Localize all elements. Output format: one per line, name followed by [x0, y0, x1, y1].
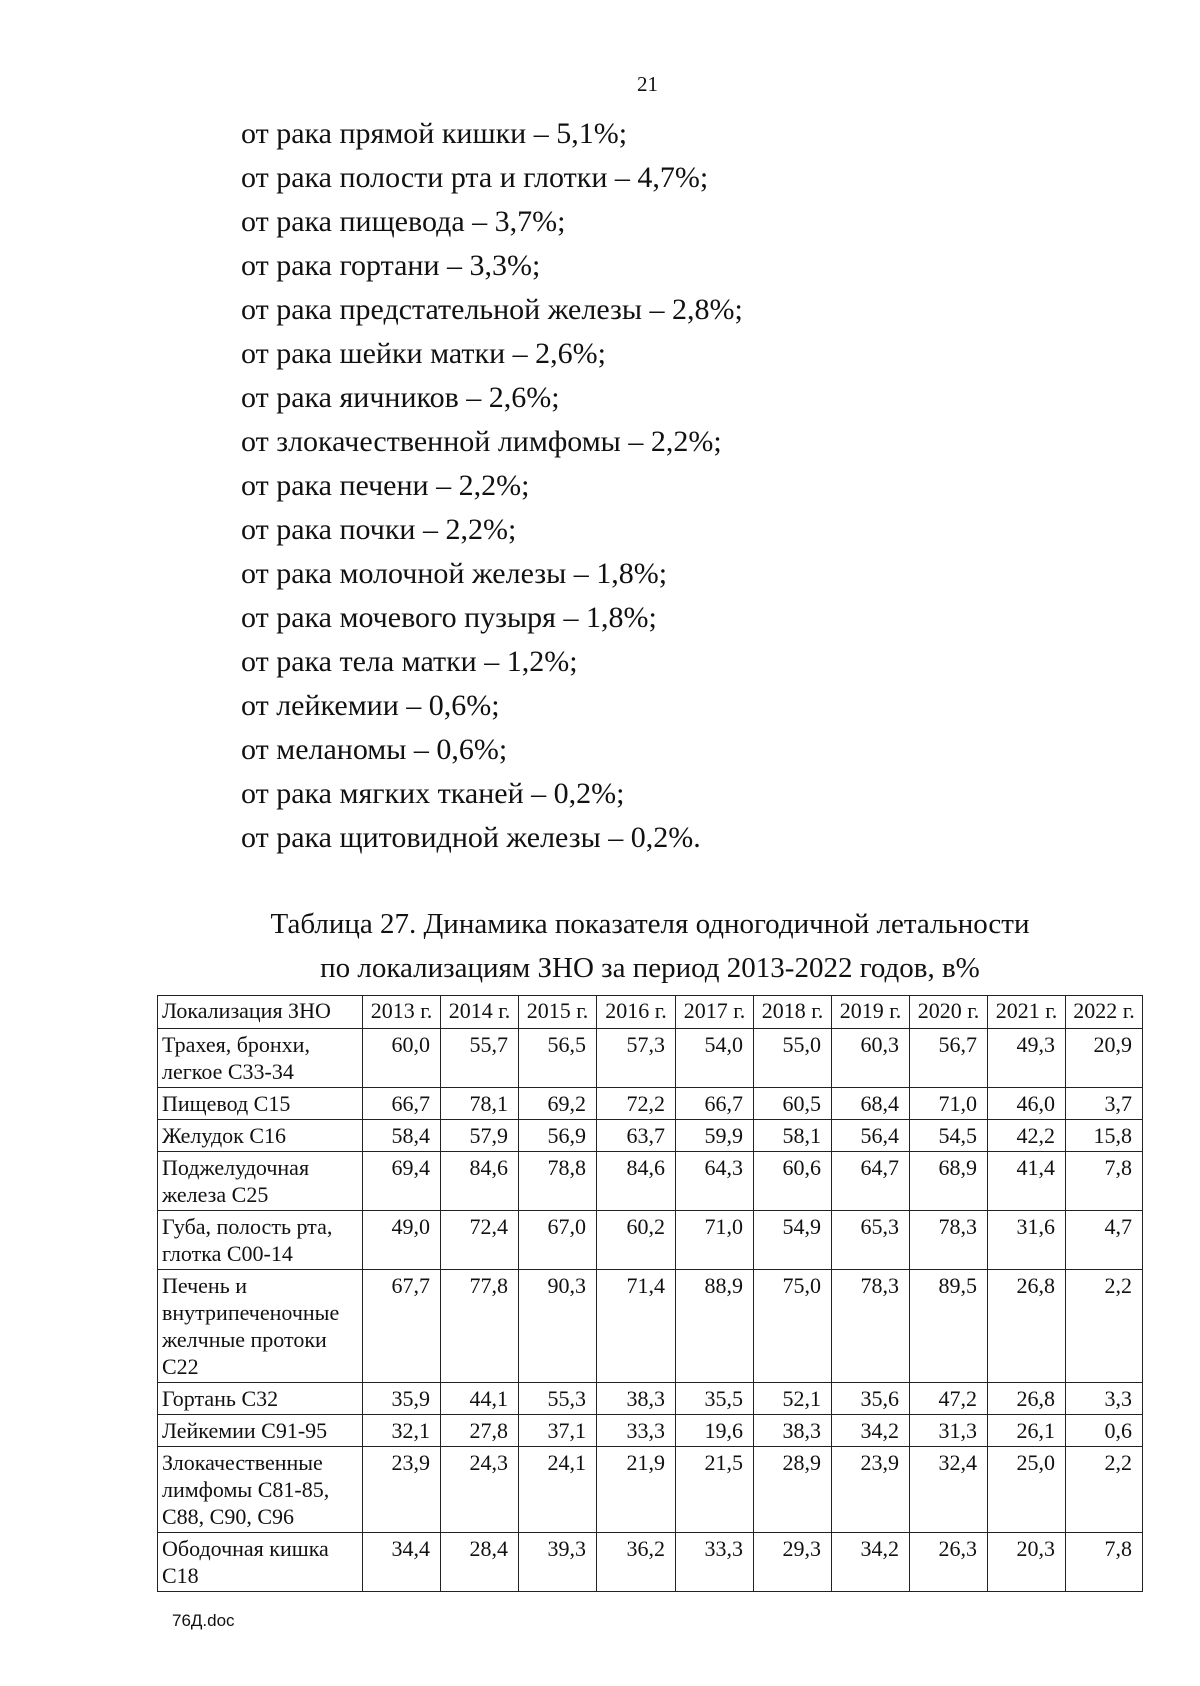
value-cell: 36,2: [597, 1533, 676, 1592]
value-cell: 78,3: [910, 1211, 988, 1270]
value-cell: 33,3: [676, 1533, 754, 1592]
value-cell: 60,0: [363, 1029, 441, 1088]
value-cell: 67,0: [519, 1211, 597, 1270]
value-cell: 71,0: [910, 1088, 988, 1120]
value-cell: 0,6: [1066, 1415, 1143, 1447]
value-cell: 49,3: [988, 1029, 1066, 1088]
value-cell: 57,9: [441, 1120, 519, 1152]
value-cell: 25,0: [988, 1447, 1066, 1533]
localization-cell: Гортань С32: [158, 1383, 363, 1415]
list-item: от лейкемии – 0,6%;: [241, 689, 500, 722]
localization-cell: Трахея, бронхи, легкое С33-34: [158, 1029, 363, 1088]
value-cell: 23,9: [363, 1447, 441, 1533]
value-cell: 4,7: [1066, 1211, 1143, 1270]
value-cell: 42,2: [988, 1120, 1066, 1152]
column-header: 2015 г.: [519, 996, 597, 1029]
value-cell: 34,4: [363, 1533, 441, 1592]
value-cell: 26,1: [988, 1415, 1066, 1447]
value-cell: 77,8: [441, 1270, 519, 1383]
localization-cell: Губа, полость рта, глотка С00-14: [158, 1211, 363, 1270]
localization-cell: Пищевод С15: [158, 1088, 363, 1120]
column-header: 2014 г.: [441, 996, 519, 1029]
list-item: от рака молочной железы – 1,8%;: [241, 557, 668, 590]
localization-cell: Желудок С16: [158, 1120, 363, 1152]
value-cell: 7,8: [1066, 1152, 1143, 1211]
value-cell: 60,3: [832, 1029, 910, 1088]
value-cell: 56,7: [910, 1029, 988, 1088]
value-cell: 58,4: [363, 1120, 441, 1152]
value-cell: 34,2: [832, 1533, 910, 1592]
table-row: [158, 1120, 1143, 1152]
table-row: [158, 1447, 1143, 1533]
value-cell: 66,7: [676, 1088, 754, 1120]
table-row: [158, 1029, 1143, 1088]
value-cell: 39,3: [519, 1533, 597, 1592]
value-cell: 29,3: [754, 1533, 832, 1592]
value-cell: 78,3: [832, 1270, 910, 1383]
table-body: [158, 1029, 1143, 1592]
value-cell: 26,3: [910, 1533, 988, 1592]
value-cell: 38,3: [754, 1415, 832, 1447]
value-cell: 59,9: [676, 1120, 754, 1152]
table-title: [150, 902, 1150, 990]
value-cell: 35,9: [363, 1383, 441, 1415]
value-cell: 71,0: [676, 1211, 754, 1270]
value-cell: 60,6: [754, 1152, 832, 1211]
table-title-line2: по локализациям ЗНО за период 2013-2022 годов, в%: [320, 952, 980, 984]
value-cell: 58,1: [754, 1120, 832, 1152]
value-cell: 68,4: [832, 1088, 910, 1120]
value-cell: 49,0: [363, 1211, 441, 1270]
list-item: от рака предстательной железы – 2,8%;: [241, 293, 743, 326]
value-cell: 21,9: [597, 1447, 676, 1533]
list-item: от рака почки – 2,2%;: [241, 513, 517, 546]
column-header: Локализация ЗНО: [158, 996, 363, 1029]
column-header: 2020 г.: [910, 996, 988, 1029]
value-cell: 34,2: [832, 1415, 910, 1447]
value-cell: 84,6: [597, 1152, 676, 1211]
table-row: [158, 1533, 1143, 1592]
table-row: [158, 1152, 1143, 1211]
value-cell: 52,1: [754, 1383, 832, 1415]
value-cell: 7,8: [1066, 1533, 1143, 1592]
table-title-line1: Таблица 27. Динамика показателя одногодичной летальности: [270, 908, 1030, 940]
value-cell: 24,3: [441, 1447, 519, 1533]
value-cell: 35,5: [676, 1383, 754, 1415]
table-row: [158, 1088, 1143, 1120]
value-cell: 60,5: [754, 1088, 832, 1120]
localization-cell: Злокачественные лимфомы С81-85, С88, С90, С96: [158, 1447, 363, 1533]
value-cell: 88,9: [676, 1270, 754, 1383]
value-cell: 2,2: [1066, 1447, 1143, 1533]
value-cell: 56,4: [832, 1120, 910, 1152]
list-item: от рака щитовидной железы – 0,2%.: [241, 821, 701, 854]
table-row: [158, 1415, 1143, 1447]
value-cell: 64,7: [832, 1152, 910, 1211]
list-item: от рака тела матки – 1,2%;: [241, 645, 578, 678]
value-cell: 69,4: [363, 1152, 441, 1211]
value-cell: 66,7: [363, 1088, 441, 1120]
value-cell: 35,6: [832, 1383, 910, 1415]
value-cell: 27,8: [441, 1415, 519, 1447]
value-cell: 90,3: [519, 1270, 597, 1383]
value-cell: 55,0: [754, 1029, 832, 1088]
mortality-list: [241, 112, 743, 860]
value-cell: 57,3: [597, 1029, 676, 1088]
table-header-row: [158, 996, 1143, 1029]
localization-cell: Поджелудочная железа С25: [158, 1152, 363, 1211]
value-cell: 47,2: [910, 1383, 988, 1415]
value-cell: 78,8: [519, 1152, 597, 1211]
value-cell: 67,7: [363, 1270, 441, 1383]
list-item: от рака мягких тканей – 0,2%;: [241, 777, 625, 810]
value-cell: 75,0: [754, 1270, 832, 1383]
value-cell: 20,9: [1066, 1029, 1143, 1088]
value-cell: 24,1: [519, 1447, 597, 1533]
value-cell: 20,3: [988, 1533, 1066, 1592]
table-row: [158, 1270, 1143, 1383]
value-cell: 63,7: [597, 1120, 676, 1152]
value-cell: 54,5: [910, 1120, 988, 1152]
column-header: 2013 г.: [363, 996, 441, 1029]
footer-filename: 76Д.doc: [172, 1611, 235, 1630]
value-cell: 64,3: [676, 1152, 754, 1211]
localization-cell: Печень и внутрипеченочные желчные протоки С22: [158, 1270, 363, 1383]
localization-cell: Ободочная кишка С18: [158, 1533, 363, 1592]
value-cell: 72,2: [597, 1088, 676, 1120]
list-item: от рака гортани – 3,3%;: [241, 249, 541, 282]
column-header: 2016 г.: [597, 996, 676, 1029]
value-cell: 33,3: [597, 1415, 676, 1447]
list-item: от меланомы – 0,6%;: [241, 733, 508, 766]
value-cell: 23,9: [832, 1447, 910, 1533]
value-cell: 31,6: [988, 1211, 1066, 1270]
column-header: 2018 г.: [754, 996, 832, 1029]
page-number: 21: [637, 72, 658, 96]
value-cell: 56,9: [519, 1120, 597, 1152]
value-cell: 38,3: [597, 1383, 676, 1415]
value-cell: 68,9: [910, 1152, 988, 1211]
value-cell: 56,5: [519, 1029, 597, 1088]
value-cell: 26,8: [988, 1270, 1066, 1383]
value-cell: 32,1: [363, 1415, 441, 1447]
value-cell: 44,1: [441, 1383, 519, 1415]
value-cell: 41,4: [988, 1152, 1066, 1211]
value-cell: 21,5: [676, 1447, 754, 1533]
column-header: 2017 г.: [676, 996, 754, 1029]
column-header: 2022 г.: [1066, 996, 1143, 1029]
value-cell: 2,2: [1066, 1270, 1143, 1383]
value-cell: 60,2: [597, 1211, 676, 1270]
list-item: от рака пищевода – 3,7%;: [241, 205, 566, 238]
list-item: от рака шейки матки – 2,6%;: [241, 337, 606, 370]
lethality-table: [157, 995, 1143, 1592]
table-row: [158, 1211, 1143, 1270]
value-cell: 28,9: [754, 1447, 832, 1533]
value-cell: 78,1: [441, 1088, 519, 1120]
table-row: [158, 1383, 1143, 1415]
value-cell: 84,6: [441, 1152, 519, 1211]
value-cell: 3,3: [1066, 1383, 1143, 1415]
value-cell: 26,8: [988, 1383, 1066, 1415]
value-cell: 54,0: [676, 1029, 754, 1088]
localization-cell: Лейкемии С91-95: [158, 1415, 363, 1447]
value-cell: 31,3: [910, 1415, 988, 1447]
value-cell: 28,4: [441, 1533, 519, 1592]
value-cell: 46,0: [988, 1088, 1066, 1120]
list-item: от рака мочевого пузыря – 1,8%;: [241, 601, 657, 634]
value-cell: 71,4: [597, 1270, 676, 1383]
value-cell: 55,7: [441, 1029, 519, 1088]
column-header: 2021 г.: [988, 996, 1066, 1029]
list-item: от рака полости рта и глотки – 4,7%;: [241, 161, 709, 194]
value-cell: 15,8: [1066, 1120, 1143, 1152]
value-cell: 65,3: [832, 1211, 910, 1270]
value-cell: 72,4: [441, 1211, 519, 1270]
list-item: от злокачественной лимфомы – 2,2%;: [241, 425, 722, 458]
list-item: от рака печени – 2,2%;: [241, 469, 530, 502]
value-cell: 3,7: [1066, 1088, 1143, 1120]
value-cell: 19,6: [676, 1415, 754, 1447]
value-cell: 55,3: [519, 1383, 597, 1415]
list-item: от рака яичников – 2,6%;: [241, 381, 560, 414]
value-cell: 89,5: [910, 1270, 988, 1383]
value-cell: 69,2: [519, 1088, 597, 1120]
value-cell: 37,1: [519, 1415, 597, 1447]
value-cell: 54,9: [754, 1211, 832, 1270]
list-item: от рака прямой кишки – 5,1%;: [241, 117, 628, 150]
column-header: 2019 г.: [832, 996, 910, 1029]
value-cell: 32,4: [910, 1447, 988, 1533]
